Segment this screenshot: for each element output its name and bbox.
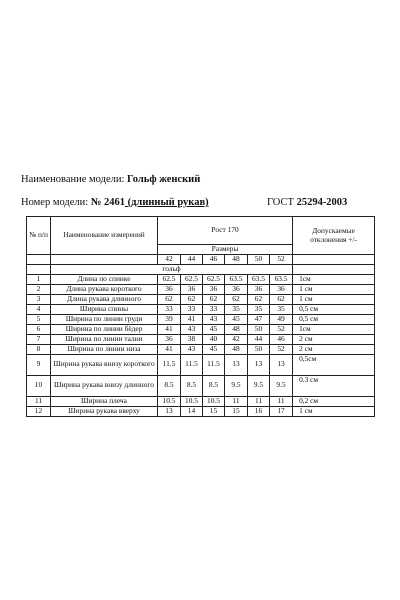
- row-number: 2: [27, 284, 51, 294]
- row-value: 36: [248, 284, 270, 294]
- row-name: Длина рукава короткого: [51, 284, 158, 294]
- row-value: 36: [225, 284, 248, 294]
- row-value: 36: [158, 284, 181, 294]
- measurements-table: [26, 216, 375, 417]
- row-value: 8.5: [181, 375, 203, 396]
- size-cell: 50: [248, 255, 270, 265]
- table-row: [27, 334, 375, 344]
- row-value: 43: [181, 324, 203, 334]
- row-number: 10: [27, 375, 51, 396]
- model-number-line: [21, 197, 373, 208]
- row-value: 62.5: [181, 274, 203, 284]
- row-value: 50: [248, 344, 270, 354]
- row-name: Ширина плеча: [51, 396, 158, 406]
- table-row: [27, 344, 375, 354]
- model-name-value: Гольф женский: [127, 174, 201, 185]
- row-value: 50: [248, 324, 270, 334]
- header-tolerance: Допускаемые отклонения +/-: [293, 217, 375, 255]
- model-number-value: № 2461: [90, 197, 125, 208]
- row-number: 11: [27, 396, 51, 406]
- row-name: Длина по спинке: [51, 274, 158, 284]
- row-value: 11.5: [158, 354, 181, 375]
- row-value: 10.5: [181, 396, 203, 406]
- header-num: № п/п: [27, 217, 51, 255]
- row-value: 41: [158, 344, 181, 354]
- size-cell: 42: [158, 255, 181, 265]
- row-number: 6: [27, 324, 51, 334]
- row-value: 62: [270, 294, 293, 304]
- row-name: Ширина по линии бёдер: [51, 324, 158, 334]
- row-value: 36: [203, 284, 225, 294]
- size-cell: 44: [181, 255, 203, 265]
- row-value: 62: [248, 294, 270, 304]
- row-number: 5: [27, 314, 51, 324]
- row-value: 15: [225, 406, 248, 416]
- row-value: 9.5: [248, 375, 270, 396]
- row-value: 14: [181, 406, 203, 416]
- row-value: 33: [203, 304, 225, 314]
- size-cell: 46: [203, 255, 225, 265]
- table-row: [27, 274, 375, 284]
- row-tolerance: 0,5 см: [293, 304, 375, 314]
- row-number: 4: [27, 304, 51, 314]
- row-value: 62: [203, 294, 225, 304]
- row-number: 1: [27, 274, 51, 284]
- row-tolerance: 1 см: [293, 406, 375, 416]
- table-row: [27, 314, 375, 324]
- row-value: 11: [270, 396, 293, 406]
- row-value: 62: [225, 294, 248, 304]
- row-value: 13: [248, 354, 270, 375]
- row-value: 35: [270, 304, 293, 314]
- row-number: 12: [27, 406, 51, 416]
- row-tolerance: 1см: [293, 324, 375, 334]
- row-value: 33: [158, 304, 181, 314]
- row-value: 62.5: [158, 274, 181, 284]
- row-number: 7: [27, 334, 51, 344]
- table-row: [27, 396, 375, 406]
- row-value: 9.5: [225, 375, 248, 396]
- table-row: [27, 304, 375, 314]
- row-value: 11.5: [203, 354, 225, 375]
- row-value: 45: [203, 344, 225, 354]
- row-name: Длина рукава длинного: [51, 294, 158, 304]
- sizes-row: [27, 255, 375, 265]
- blank-cell: [293, 265, 375, 275]
- row-value: 45: [225, 314, 248, 324]
- row-value: 45: [203, 324, 225, 334]
- table-row: [27, 375, 375, 396]
- blank-cell: [27, 255, 51, 265]
- row-value: 13: [270, 354, 293, 375]
- row-value: 11.5: [181, 354, 203, 375]
- row-tolerance: 0,5см: [293, 354, 375, 375]
- blank-cell: [51, 255, 158, 265]
- header-name: Наименование измерений: [51, 217, 158, 255]
- row-tolerance: 2 см: [293, 334, 375, 344]
- row-value: 62: [181, 294, 203, 304]
- row-tolerance: 0.3 см: [293, 375, 375, 396]
- row-value: 9.5: [270, 375, 293, 396]
- row-value: 48: [225, 344, 248, 354]
- row-number: 8: [27, 344, 51, 354]
- row-value: 43: [181, 344, 203, 354]
- row-name: Ширина рукава внизу короткого: [51, 354, 158, 375]
- row-value: 40: [203, 334, 225, 344]
- row-value: 11: [248, 396, 270, 406]
- table-row: [27, 324, 375, 334]
- model-number-note: (длинный рукав): [125, 197, 209, 208]
- header-sizes: Размеры: [158, 245, 293, 255]
- row-name: Ширина спины: [51, 304, 158, 314]
- row-value: 36: [158, 334, 181, 344]
- row-value: 41: [181, 314, 203, 324]
- row-value: 44: [248, 334, 270, 344]
- row-name: Ширина по линии талии: [51, 334, 158, 344]
- row-name: Ширина по линии низа: [51, 344, 158, 354]
- row-value: 8.5: [158, 375, 181, 396]
- row-value: 41: [158, 324, 181, 334]
- row-value: 36: [181, 284, 203, 294]
- row-number: 3: [27, 294, 51, 304]
- blank-cell: [293, 255, 375, 265]
- gost-label: ГОСТ: [267, 197, 297, 208]
- row-value: 42: [225, 334, 248, 344]
- row-value: 38: [181, 334, 203, 344]
- row-value: 11: [225, 396, 248, 406]
- row-tolerance: 1 см: [293, 294, 375, 304]
- model-name-label: Наименование модели:: [21, 174, 128, 185]
- table-row: [27, 354, 375, 375]
- row-tolerance: 1см: [293, 274, 375, 284]
- row-value: 33: [181, 304, 203, 314]
- row-value: 49: [270, 314, 293, 324]
- row-value: 8.5: [203, 375, 225, 396]
- gost-value: 25294-2003: [296, 197, 348, 208]
- row-value: 52: [270, 344, 293, 354]
- model-number-label: Номер модели:: [21, 197, 91, 208]
- row-name: Ширина рукава внизу длинного: [51, 375, 158, 396]
- size-cell: 52: [270, 255, 293, 265]
- model-name-line: [21, 174, 200, 185]
- row-value: 17: [270, 406, 293, 416]
- row-tolerance: 0,2 см: [293, 396, 375, 406]
- group-label: гольф: [51, 265, 293, 275]
- table-row: [27, 406, 375, 416]
- row-value: 16: [248, 406, 270, 416]
- row-value: 13: [158, 406, 181, 416]
- row-value: 15: [203, 406, 225, 416]
- row-tolerance: 0,5 см: [293, 314, 375, 324]
- row-value: 10.5: [158, 396, 181, 406]
- header-height: Рост 170: [158, 217, 293, 245]
- row-value: 63.5: [225, 274, 248, 284]
- row-value: 62: [158, 294, 181, 304]
- row-value: 39: [158, 314, 181, 324]
- row-name: Ширина рукава вверху: [51, 406, 158, 416]
- row-number: 9: [27, 354, 51, 375]
- row-name: Ширина по линии груди: [51, 314, 158, 324]
- row-value: 62.5: [203, 274, 225, 284]
- row-value: 48: [225, 324, 248, 334]
- row-value: 10.5: [203, 396, 225, 406]
- row-tolerance: 2 см: [293, 344, 375, 354]
- row-value: 63.5: [248, 274, 270, 284]
- row-value: 47: [248, 314, 270, 324]
- row-value: 36: [270, 284, 293, 294]
- row-value: 13: [225, 354, 248, 375]
- table-row: [27, 294, 375, 304]
- row-tolerance: 1 см: [293, 284, 375, 294]
- gost-line: [267, 197, 347, 208]
- row-value: 35: [248, 304, 270, 314]
- row-value: 63.5: [270, 274, 293, 284]
- row-value: 35: [225, 304, 248, 314]
- table-row: [27, 284, 375, 294]
- blank-cell: [27, 265, 51, 275]
- row-value: 43: [203, 314, 225, 324]
- row-value: 46: [270, 334, 293, 344]
- size-cell: 48: [225, 255, 248, 265]
- row-value: 52: [270, 324, 293, 334]
